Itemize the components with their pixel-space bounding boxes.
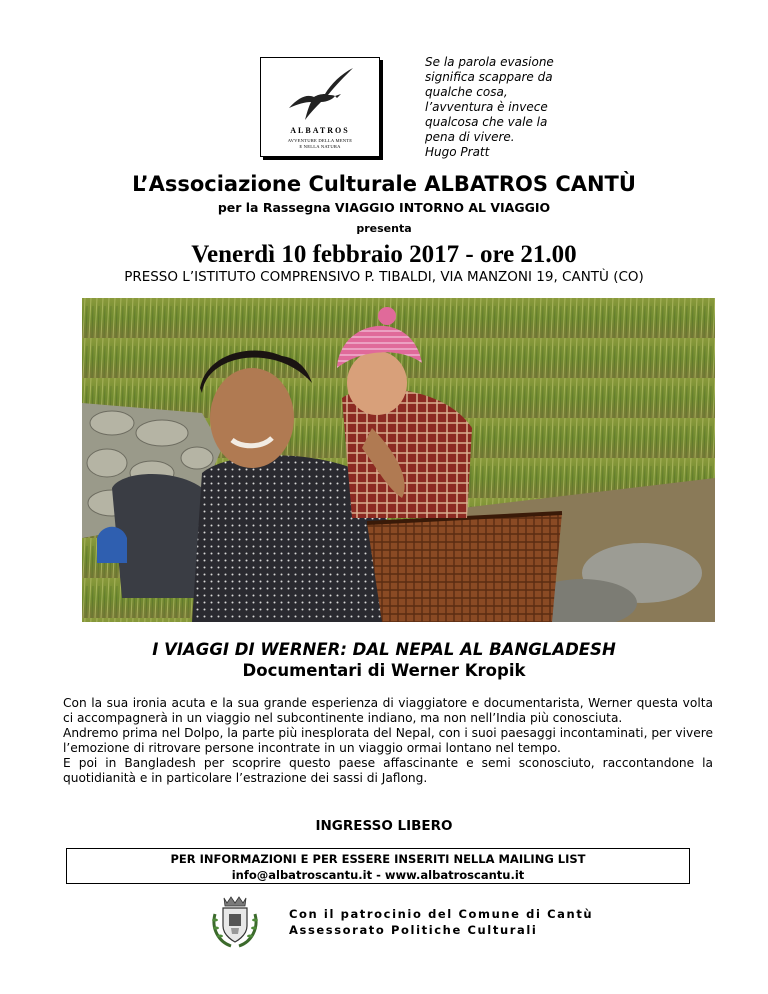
logo-subtitle: AVVENTURE DELLA MENTE	[287, 138, 353, 143]
quote-line: pena di vivere.	[425, 130, 515, 144]
patronage-line: Assessorato Politiche Culturali	[289, 923, 538, 937]
albatros-logo	[260, 57, 380, 157]
event-date: Venerdì 10 febbraio 2017 - ore 21.00	[191, 241, 577, 268]
association-heading: L’Associazione Culturale ALBATROS CANTÙ	[132, 172, 636, 196]
patronage-line: Con il patrocinio del Comune di Cantù	[289, 907, 594, 921]
quote	[425, 55, 605, 160]
municipal-crest-icon	[207, 894, 263, 950]
albatross-icon	[283, 64, 357, 124]
logo-title: ALBATROS	[290, 126, 350, 135]
rassegna-line: per la Rassegna VIAGGIO INTORNO AL VIAGGIO	[217, 200, 551, 215]
event-venue: PRESSO L’ISTITUTO COMPRENSIVO P. TIBALDI, VIA MANZONI 19, CANTÙ (CO)	[124, 269, 644, 285]
quote-author: Hugo Pratt	[425, 145, 490, 159]
info-text: PER INFORMAZIONI E PER ESSERE INSERITI NELLA MAILING LIST	[170, 852, 586, 866]
quote-line: Se la parola evasione	[425, 55, 554, 69]
description-paragraph: E poi in Bangladesh per scoprire questo paese affascinante e semi sconosciuto, raccontandone la quotidianità e in particolare l’estrazione dei sassi di Jaflong.	[63, 756, 713, 785]
description-paragraph: Con la sua ironia acuta e la sua grande esperienza di viaggiatore e documentarista, Werner questa volta ci accompagnerà in un viaggio nel subcontinente indiano, ma non nell’India più conosciuta.	[63, 696, 713, 725]
patronage	[289, 906, 593, 938]
free-entry: INGRESSO LIBERO	[315, 818, 453, 834]
contact-links: info@albatroscantu.it - www.albatroscantu.it	[231, 868, 525, 882]
logo-subtitle: E NELLA NATURA	[299, 144, 341, 149]
film-subtitle: Documentari di Werner Kropik	[242, 661, 526, 680]
event-description	[63, 696, 713, 786]
info-box	[66, 848, 690, 884]
presenta-line: presenta	[356, 222, 412, 235]
quote-line: significa scappare da	[425, 70, 553, 84]
event-photo	[82, 298, 715, 622]
film-title: I VIAGGI DI WERNER: DAL NEPAL AL BANGLADESH	[152, 640, 616, 659]
quote-line: qualche cosa,	[425, 85, 508, 99]
quote-line: l’avventura è invece	[425, 100, 548, 114]
description-paragraph: Andremo prima nel Dolpo, la parte più inesplorata del Nepal, con i suoi paesaggi incontaminati, per vivere l’emozione di ritrovare persone incontrate in un viaggio ormai lontano nel tempo.	[63, 726, 713, 755]
quote-line: qualcosa che vale la	[425, 115, 548, 129]
